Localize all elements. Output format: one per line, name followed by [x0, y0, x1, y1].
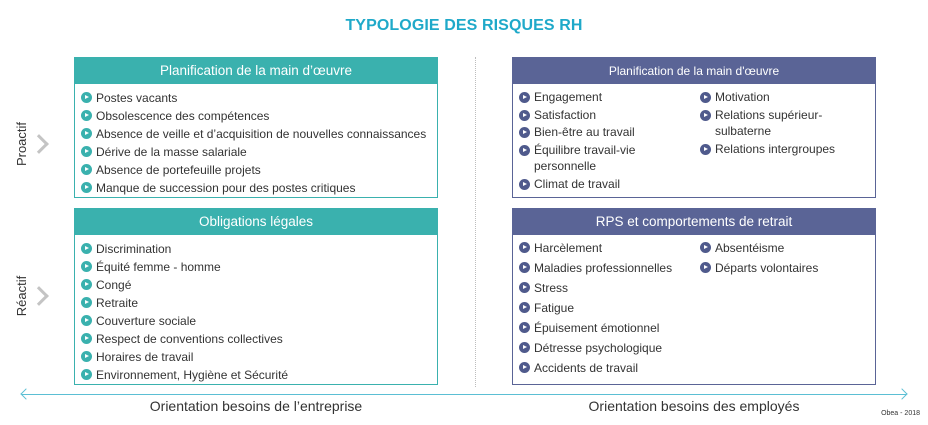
list-item: Accidents de travail [519, 358, 700, 378]
risk-list [75, 84, 437, 197]
quadrant-employes-proactif [512, 57, 876, 198]
list-item: Stress [519, 278, 700, 298]
quadrant-header: RPS et comportements de retrait [513, 209, 875, 235]
list-item: Obsolescence des compétences [81, 107, 431, 125]
list-item: Équilibre travail-vie personnelle [519, 142, 669, 175]
quadrant-employes-reactif [512, 208, 876, 385]
list-item: Harcèlement [519, 238, 700, 258]
play-bullet-icon [700, 262, 711, 273]
play-bullet-icon [81, 279, 92, 290]
arrow-left-icon [20, 388, 31, 399]
list-item: Engagement [519, 89, 700, 106]
play-bullet-icon [519, 110, 530, 121]
vertical-divider [475, 57, 476, 387]
list-item: Climat de travail [519, 176, 700, 193]
play-bullet-icon [519, 127, 530, 138]
list-item: Couverture sociale [81, 312, 431, 330]
list-item: Horaires de travail [81, 348, 431, 366]
play-bullet-icon [81, 243, 92, 254]
list-item: Retraite [81, 294, 431, 312]
play-bullet-icon [81, 164, 92, 175]
list-item: Manque de succession pour des postes critiques [81, 179, 431, 197]
play-bullet-icon [519, 242, 530, 253]
play-bullet-icon [519, 322, 530, 333]
risk-list-col1 [519, 89, 700, 193]
list-item: Postes vacants [81, 89, 431, 107]
play-bullet-icon [81, 128, 92, 139]
axis-label-employes: Orientation besoins des employés [588, 398, 800, 414]
risk-columns [513, 84, 875, 193]
play-bullet-icon [81, 333, 92, 344]
list-item: Absence de veille et d’acquisition de nouvelles connaissances [81, 125, 431, 143]
risk-list-col2 [700, 89, 869, 193]
list-item: Équité femme - homme [81, 258, 431, 276]
play-bullet-icon [81, 315, 92, 326]
play-bullet-icon [519, 302, 530, 313]
list-item: Maladies professionnelles [519, 258, 700, 278]
play-bullet-icon [700, 242, 711, 253]
orientation-axis-line [22, 394, 906, 395]
play-bullet-icon [81, 369, 92, 380]
list-item: Fatigue [519, 298, 700, 318]
list-item: Relations supérieur-sulbaterne [700, 107, 840, 140]
list-item: Détresse psychologique [519, 338, 700, 358]
list-item: Bien-être au travail [519, 124, 700, 141]
play-bullet-icon [519, 342, 530, 353]
quadrant-header: Planification de la main d'œuvre [513, 58, 875, 84]
row-label-reactif: Réactif [14, 275, 29, 317]
list-item: Épuisement émotionnel [519, 318, 700, 338]
quadrant-header: Obligations légales [75, 209, 437, 235]
play-bullet-icon [81, 351, 92, 362]
credit-text: Obea - 2018 [881, 410, 920, 417]
play-bullet-icon [519, 92, 530, 103]
row-label-proactif: Proactif [14, 121, 29, 167]
list-item: Absentéisme [700, 238, 869, 258]
play-bullet-icon [81, 261, 92, 272]
play-bullet-icon [519, 179, 530, 190]
play-bullet-icon [519, 262, 530, 273]
risk-list-col1 [519, 238, 700, 378]
play-bullet-icon [519, 145, 530, 156]
list-item: Respect de conventions collectives [81, 330, 431, 348]
diagram-title: TYPOLOGIE DES RISQUES RH [345, 17, 583, 34]
play-bullet-icon [700, 110, 711, 121]
quadrant-entreprise-reactif [74, 208, 438, 385]
quadrant-header: Planification de la main d’œuvre [75, 58, 437, 84]
arrow-right-icon [896, 388, 907, 399]
play-bullet-icon [81, 146, 92, 157]
play-bullet-icon [81, 92, 92, 103]
axis-label-entreprise: Orientation besoins de l’entreprise [149, 398, 363, 414]
play-bullet-icon [519, 362, 530, 373]
play-bullet-icon [700, 92, 711, 103]
list-item: Congé [81, 276, 431, 294]
risk-columns [513, 235, 875, 378]
risk-list-col2 [700, 238, 869, 378]
list-item: Relations intergroupes [700, 141, 869, 158]
list-item: Motivation [700, 89, 869, 106]
list-item: Dérive de la masse salariale [81, 143, 431, 161]
risk-list [75, 235, 437, 384]
play-bullet-icon [700, 144, 711, 155]
play-bullet-icon [81, 297, 92, 308]
list-item: Satisfaction [519, 107, 700, 124]
list-item: Départs volontaires [700, 258, 869, 278]
play-bullet-icon [81, 182, 92, 193]
play-bullet-icon [81, 110, 92, 121]
list-item: Absence de portefeuille projets [81, 161, 431, 179]
quadrant-entreprise-proactif [74, 57, 438, 198]
play-bullet-icon [519, 282, 530, 293]
list-item: Environnement, Hygiène et Sécurité [81, 366, 431, 384]
list-item: Discrimination [81, 240, 431, 258]
